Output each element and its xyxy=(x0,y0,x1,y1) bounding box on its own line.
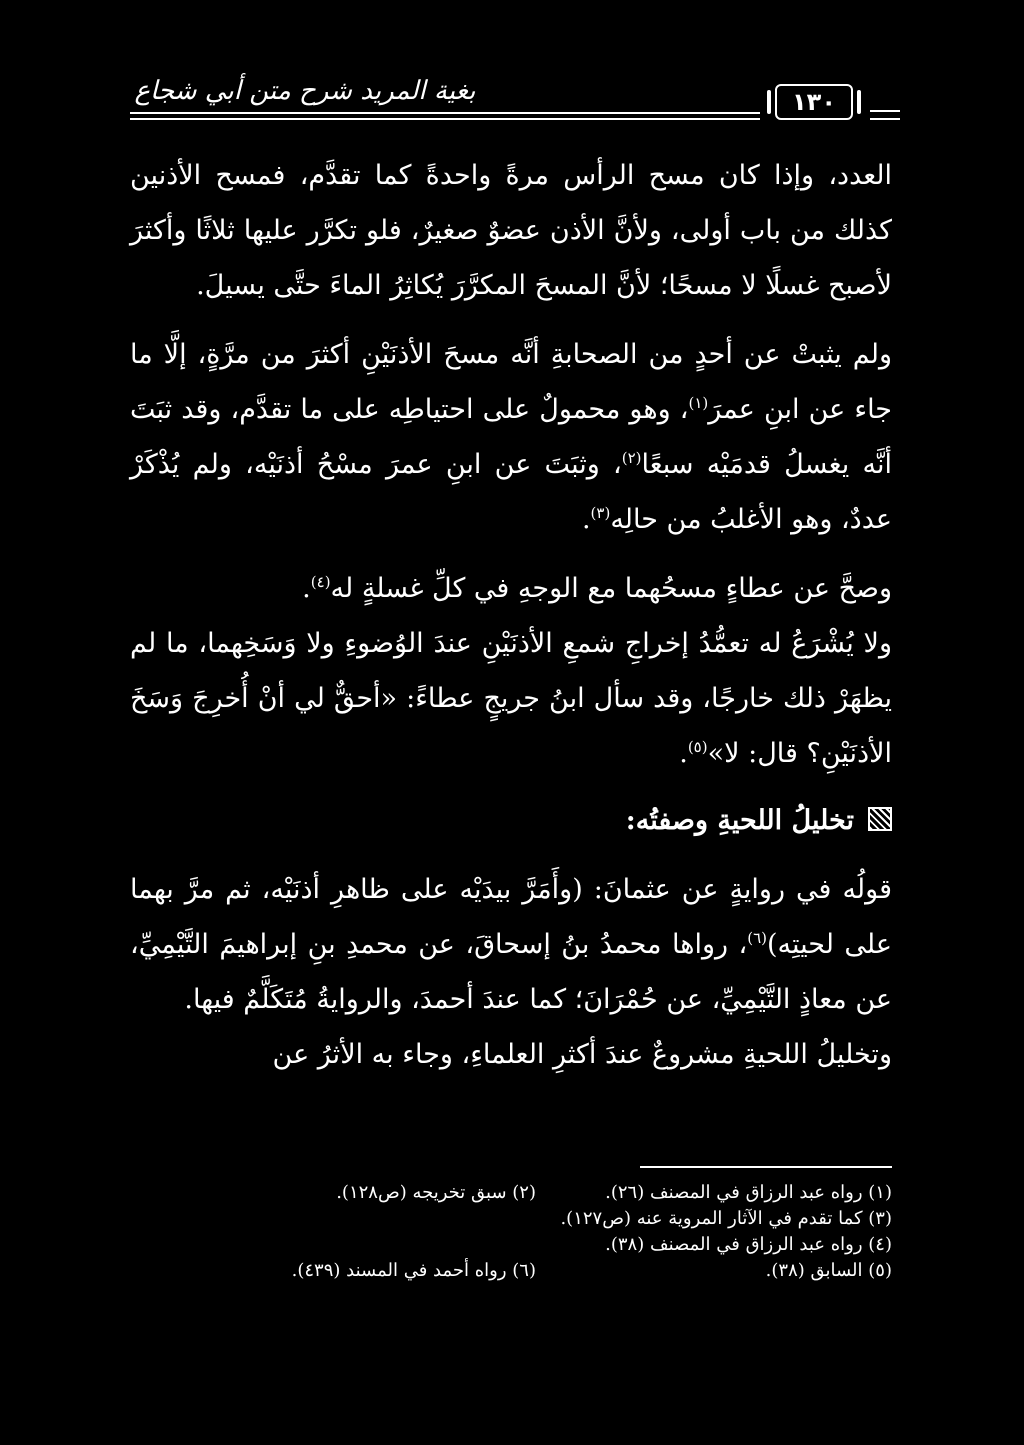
footnote-2: (٢) سبق تخريجه (ص١٢٨). xyxy=(336,1182,536,1203)
footnote-6: (٦) رواه أحمد في المسند (٤٣٩). xyxy=(291,1260,536,1281)
page-number: ١٣٠ xyxy=(775,84,853,120)
section-title: تخليلُ اللحيةِ وصفتُه: xyxy=(625,805,854,836)
footnote-3: (٣) كما تقدم في الآثار المروية عنه (ص١٢٧). xyxy=(560,1208,892,1229)
footnote-row xyxy=(180,1206,892,1232)
paragraph-3 xyxy=(130,561,892,616)
header-rule-left-top xyxy=(130,112,760,114)
footnote-ref-2[interactable]: (٢) xyxy=(621,449,642,467)
book-title: بغية المريد شرح متن أبي شجاع xyxy=(134,76,476,106)
paragraph-6: وتخليلُ اللحيةِ مشروعٌ عندَ أكثرِ العلماءِ، وجاء به الأثرُ عن xyxy=(272,1039,892,1070)
footnote-ref-5[interactable]: (٥) xyxy=(687,738,708,756)
paragraph-4-part-b: . xyxy=(679,738,688,769)
footnote-ref-1[interactable]: (١) xyxy=(688,394,709,412)
paragraph-2-part-c: ، وثبَتَ عن ابنِ عمرَ مسْحُ أذنَيْه، ولم يُذْكَرْ عددٌ، وهو الأغلبُ من حالِه xyxy=(130,449,892,535)
header-rule-left-bottom xyxy=(130,118,760,120)
main-text xyxy=(130,148,892,1082)
footnote-4: (٤) رواه عبد الرزاق في المصنف (٣٨). xyxy=(605,1234,892,1255)
paragraph-2-part-b: ، وهو محمولٌ على احتياطِه على ما تقدَّم، وقد ثبَتَ أنَّه يغسلُ قدمَيْه سبعًا xyxy=(130,394,892,480)
footnote-separator xyxy=(640,1166,892,1168)
footnote-row xyxy=(180,1180,892,1206)
paragraph-4 xyxy=(130,616,892,781)
paragraph-2-part-d: . xyxy=(581,504,591,535)
ornament-square-icon xyxy=(868,807,892,831)
header-rule-right-top xyxy=(870,110,900,112)
footnote-5: (٥) السابق (٣٨). xyxy=(765,1260,892,1281)
footnote-row xyxy=(180,1258,892,1284)
footnote-ref-4[interactable]: (٤) xyxy=(310,573,331,591)
paragraph-5-part-a: قولُه في روايةٍ عن عثمانَ: (وأَمَرَّ بيدَيْه على ظاهرِ أذنَيْه، ثم مرَّ بهما على لحيتِه) xyxy=(130,874,892,960)
page-header xyxy=(130,72,900,132)
paragraph-3-part-a: وصحَّ عن عطاءٍ مسحُهما مع الوجهِ في كلِّ غسلةٍ له xyxy=(330,573,892,604)
section-heading xyxy=(130,793,892,848)
paragraph-2 xyxy=(130,327,892,547)
paragraph-3-part-b: . xyxy=(302,573,311,604)
paragraph-1: العدد، وإذا كان مسح الرأس مرةً واحدةً كما تقدَّم، فمسح الأذنين كذلك من باب أولى، ولأنَّ الأذن عضوٌ صغيرٌ، فلو تكرَّر عليها ثلاثًا وأكثرَ لأصبح غسلًا لا مسحًا؛ لأنَّ المسحَ المكرَّرَ يُكاثِرُ الماءَ حتَّى يسيلَ. xyxy=(130,160,892,301)
paragraph-4-part-a: ولا يُشْرَعُ له تعمُّدُ إخراجِ شمعِ الأذنَيْنِ عندَ الوُضوءِ ولا وَسَخِهما، ما لم يظهَرْ ذلك خارجًا، وقد سأل ابنُ جريجٍ عطاءً: «أحقٌّ لي أنْ أُخرِجَ وَسَخَ الأذنَيْنِ؟ قال: لا» xyxy=(130,628,892,769)
paragraph-5 xyxy=(130,862,892,1027)
paragraph-5-part-b: ، رواها محمدُ بنُ إسحاقَ، عن محمدِ بنِ إبراهيمَ التَّيْمِيِّ، عن معاذٍ التَّيْمِيِّ، عن حُمْرَانَ؛ كما عندَ أحمدَ، والروايةُ مُتَكَلَّمٌ فيها. xyxy=(130,929,892,1015)
paragraph-2-part-a: ولم يثبتْ عن أحدٍ من الصحابةِ أنَّه مسحَ الأذنَيْنِ أكثرَ من مرَّةٍ، إلَّا ما جاء عن ابنِ عمرَ xyxy=(130,339,892,425)
footnote-1: (١) رواه عبد الرزاق في المصنف (٢٦). xyxy=(605,1182,892,1203)
header-rule-right-bottom xyxy=(870,118,900,120)
footnotes xyxy=(180,1180,892,1284)
footnote-row xyxy=(180,1232,892,1258)
footnote-ref-3[interactable]: (٣) xyxy=(590,504,611,522)
footnote-ref-6[interactable]: (٦) xyxy=(747,929,767,947)
